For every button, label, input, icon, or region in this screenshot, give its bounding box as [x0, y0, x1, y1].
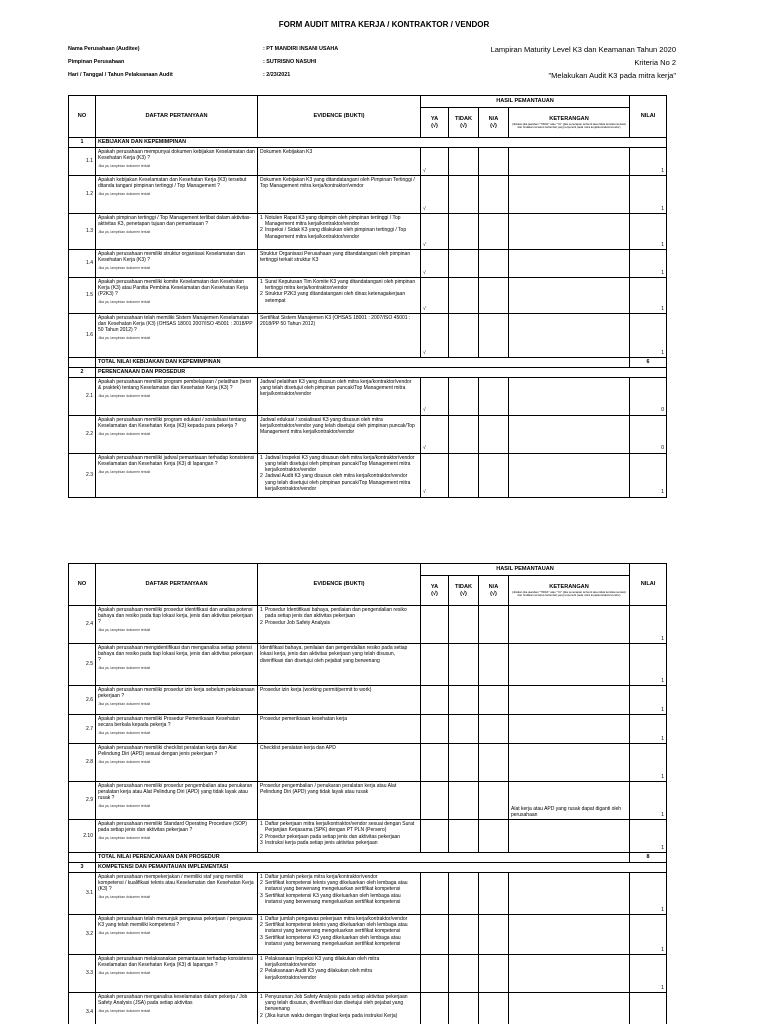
evidence-list [260, 874, 418, 905]
header-hasil-pemantauan: HASIL PEMANTAUAN [421, 564, 630, 576]
question-cell [96, 377, 258, 415]
question-row [69, 872, 667, 914]
keterangan-cell[interactable] [509, 644, 630, 686]
evidence-cell [258, 377, 421, 415]
question-text: Apakah perusahaan memiliki Prosedur Pemeriksaan Kesehatan secara berkala kepada pekerja ? [98, 716, 240, 728]
question-number: 2.10 [69, 820, 96, 853]
evidence-item: 1 Prosedur Identifikasi bahaya, penilaian dan pengendalian resiko pada setiap jenis dan aktivitas pekerjaan [260, 607, 407, 620]
tidak-cell[interactable] [449, 606, 479, 644]
question-number: 3.3 [69, 954, 96, 992]
na-cell[interactable] [479, 715, 509, 744]
evidence-text: Prosedur pengembalian / penukaran peralatan kerja atau Alat Pelindung Diri (APD) yang tidak layak atau rusak [260, 783, 397, 796]
question-text: Apakah perusahaan mempunyai dokumen kebijakan Keselamatan dan Kesehatan Kerja (K3) ? [98, 148, 255, 161]
header-na: N/A (√) [479, 108, 509, 138]
evidence-item: 2 Inspeksi / Sidak K3 yang dilakukan oleh pimpinan tertinggi / Top Management mitra kerja/kontraktor/vendor [260, 227, 407, 240]
na-cell[interactable] [479, 686, 509, 715]
section-row: 2 PERENCANAAN DAN PROSEDUR [69, 367, 667, 377]
maturity-level-title: Lampiran Maturity Level K3 dan Keamanan Tahun 2020 [490, 45, 676, 54]
evidence-cell [258, 213, 421, 249]
tidak-cell[interactable] [449, 914, 479, 954]
question-cell [96, 686, 258, 715]
question-number: 3.2 [69, 914, 96, 954]
tidak-cell[interactable] [449, 954, 479, 992]
na-cell[interactable] [479, 782, 509, 820]
header-daftar-pertanyaan: DAFTAR PERTANYAAN [96, 564, 258, 606]
evidence-item: 3 Instruksi kerja pada setiap jenis aktivitas pekerjaan [260, 839, 378, 846]
evidence-text: Prosedur izin kerja (working permit/permit to work) [260, 687, 372, 693]
ya-cell[interactable] [421, 914, 449, 954]
nilai-cell: 1 [630, 213, 667, 249]
question-cell [96, 644, 258, 686]
question-row [69, 175, 667, 213]
keterangan-cell[interactable] [509, 277, 630, 313]
question-number: 1.5 [69, 277, 96, 313]
question-cell [96, 872, 258, 914]
evidence-cell [258, 249, 421, 277]
na-cell[interactable] [479, 377, 509, 415]
question-number: 1.6 [69, 313, 96, 357]
nilai-cell: 1 [630, 954, 667, 992]
header-keterangan: KETERANGAN (diisikan jika jawaban "TIDAK" atau "YA" (jika penerapan terhenti atau tidak terdokumentasi) dan tindakan tersebut terlambat yang terpenuhi pada mitra kerja/kontraktor/vendor) [509, 108, 630, 138]
question-text: Apakah perusahaan menganalisa keselamatan dalam pekerja / Job Safety Analysis (JSA) pada setiap aktivitas [98, 993, 248, 1006]
keterangan-cell[interactable] [509, 313, 630, 357]
evidence-list [260, 455, 418, 493]
evidence-item: 1 Notulen Rapat K3 yang dipimpin oleh pimpinan tertinggi / Top Management mitra kerja/kontraktor/vendor [260, 214, 401, 227]
nilai-cell: 1 [630, 744, 667, 782]
criteria-description: "Melakukan Audit K3 pada mitra kerja" [548, 71, 676, 80]
evidence-list [260, 821, 418, 846]
evidence-item: 2 Prosedur Job Safety Analysis [260, 619, 331, 626]
criteria-label: Kriteria No 2 [634, 58, 676, 67]
question-text: Apakah perusahaan memiliki prosedur pengembalian atau penukaran peralatan kerja atau Alat Pelindung Diri (APD) yang tidak layak atau rusak ? [98, 783, 253, 801]
nilai-cell: 1 [630, 453, 667, 497]
date-label: Hari / Tanggal / Tahun Pelaksanaan Audit [68, 72, 173, 78]
question-cell [96, 744, 258, 782]
keterangan-cell[interactable] [509, 914, 630, 954]
question-text: Apakah pimpinan tertinggi / Top Management terlibat dalam aktivitas-aktivitas K3, penetapan tujuan dan pemantauan ? [98, 214, 252, 227]
tidak-cell[interactable] [449, 992, 479, 1024]
ya-cell[interactable] [421, 782, 449, 820]
question-cell [96, 820, 258, 853]
na-cell[interactable] [479, 820, 509, 853]
header-tidak: TIDAK (√) [449, 108, 479, 138]
evidence-cell [258, 914, 421, 954]
evidence-text: Identifikasi bahaya, penilaian dan pengendalian resiko pada setiap lokasi kerja, jenis dan aktivitas pekerjaan yang telah disusun, diverifikasi dan disetujui oleh pejabat yang berwenang [260, 645, 408, 664]
question-number: 2.2 [69, 415, 96, 453]
evidence-text: Jadwal pelatihan K3 yang disusun oleh mitra kerja/kontraktor/vendor yang telah disetujui oleh pimpinan puncak/Top Management mitra kerja/kontraktor/vendor [260, 378, 412, 397]
evidence-cell [258, 686, 421, 715]
nilai-cell: 1 [630, 147, 667, 175]
question-cell [96, 313, 258, 357]
keterangan-cell[interactable] [509, 377, 630, 415]
question-cell [96, 175, 258, 213]
nilai-cell: 1 [630, 782, 667, 820]
na-cell[interactable] [479, 992, 509, 1024]
keterangan-cell[interactable] [509, 606, 630, 644]
question-text: Apakah perusahaan mengidentifikasi dan menganalisa setiap potensi bahaya dan resiko pada tiap lokasi kerja, jenis dan aktivitas pekerjaan ? [98, 645, 253, 663]
section-row: 3 KOMPETENSI DAN PEMANTAUAN IMPLEMENTASI [69, 863, 667, 873]
question-row [69, 147, 667, 175]
question-cell [96, 213, 258, 249]
question-note: Jika ya, lampirkan dokumen terkait [98, 702, 151, 706]
question-note: Jika ya, lampirkan dokumen terkait [98, 970, 151, 975]
header-daftar-pertanyaan: DAFTAR PERTANYAAN [96, 96, 258, 138]
nilai-cell: 1 [630, 175, 667, 213]
question-row [69, 686, 667, 715]
tidak-cell[interactable] [449, 377, 479, 415]
evidence-list [260, 607, 418, 626]
evidence-cell [258, 872, 421, 914]
total-row: TOTAL NILAI PERENCANAAN DAN PROSEDUR 8 [69, 853, 667, 863]
evidence-item: 2 Struktur P2K3 yang ditandatangani oleh dinas ketenagakerjaan setempat [260, 291, 406, 304]
evidence-list [260, 994, 418, 1019]
question-note: Jika ya, lampirkan dokumen terkait [98, 628, 151, 632]
question-number: 1.1 [69, 147, 96, 175]
nilai-cell: 1 [630, 277, 667, 313]
ya-cell[interactable]: √ [421, 415, 449, 453]
keterangan-cell[interactable] [509, 744, 630, 782]
evidence-text: Sertifikat Sistem Manajemen K3 (OHSAS 18001 : 2007/ISO 45001 : 2018/PP 50 Tahun 2012) [260, 314, 411, 327]
date-value: : 2/23/2021 [263, 72, 291, 78]
ya-cell[interactable] [421, 686, 449, 715]
question-row [69, 715, 667, 744]
question-number: 1.4 [69, 249, 96, 277]
ya-cell[interactable] [421, 715, 449, 744]
question-note: Jika ya, lampirkan dokumen terkait [98, 191, 151, 196]
question-row [69, 453, 667, 497]
question-row [69, 782, 667, 820]
evidence-cell [258, 782, 421, 820]
tidak-cell[interactable] [449, 453, 479, 497]
question-note: Jika ya, lampirkan dokumen terkait [98, 393, 151, 398]
evidence-item: 1 Daftar pekerjaan mitra kerja/kontraktor/vendor sesuai dengan Surat Perjanjian Kerjasama (SPK) dengan PT PLN (Persero) [260, 821, 415, 834]
question-text: Apakah perusahaan memiliki struktur organisasi Keselamatan dan Kesehatan Kerja (K3) ? [98, 250, 245, 263]
evidence-list [260, 215, 418, 240]
nilai-cell: 1 [630, 686, 667, 715]
evidence-item: 1 Jadwal Inspeksi K3 yang disusun oleh mitra kerja/kontraktor/vendor yang telah disetujui oleh pimpinan puncak/Top Management mitra kerja/kontraktor/vendor [260, 454, 415, 473]
question-row [69, 954, 667, 992]
na-cell[interactable] [479, 213, 509, 249]
question-cell [96, 249, 258, 277]
evidence-cell [258, 644, 421, 686]
evidence-item: 2 Sertifikat kompetensi teknis yang dikeluarkan oleh lembaga atau instansi yang berwenang mengeluarkan sertifikat kompetensi [260, 880, 408, 893]
question-row [69, 277, 667, 313]
evidence-cell [258, 820, 421, 853]
company-label: Nama Perusahaan (Auditee) [68, 46, 140, 52]
evidence-cell [258, 744, 421, 782]
header-tidak: TIDAK (√) [449, 576, 479, 606]
question-number: 2.5 [69, 644, 96, 686]
question-note: Jika ya, lampirkan dokumen terkait [98, 265, 151, 270]
ya-cell[interactable] [421, 644, 449, 686]
ya-cell[interactable]: √ [421, 147, 449, 175]
question-text: Apakah perusahaan memiliki checklist peralatan kerja dan Alat Pelindung Diri (APD) sesuai dengan jenis pekerjaan ? [98, 745, 237, 757]
question-row [69, 820, 667, 853]
ya-cell[interactable]: √ [421, 377, 449, 415]
ya-cell[interactable] [421, 820, 449, 853]
na-cell[interactable] [479, 914, 509, 954]
tidak-cell[interactable] [449, 313, 479, 357]
question-note: Jika ya, lampirkan dokumen terkait [98, 836, 151, 840]
question-cell [96, 415, 258, 453]
evidence-item: 2 Pelaksanaan Audit K3 yang dilakukan oleh mitra kerja/kontraktor/vendor [260, 968, 373, 981]
ya-cell[interactable]: √ [421, 277, 449, 313]
question-number: 2.3 [69, 453, 96, 497]
tidak-cell[interactable] [449, 277, 479, 313]
question-note: Jika ya, lampirkan dokumen terkait [98, 469, 151, 474]
tidak-cell[interactable] [449, 820, 479, 853]
ya-cell[interactable] [421, 872, 449, 914]
question-number: 2.6 [69, 686, 96, 715]
evidence-cell [258, 415, 421, 453]
header-ya: YA (√) [421, 108, 449, 138]
question-text: Apakah perusahaan memiliki jadwal pemantauan terhadap konsistensi Keselamatan dan Kesehatan Kerja (K3) di lapangan ? [98, 454, 255, 467]
header-hasil-pemantauan: HASIL PEMANTAUAN [421, 96, 630, 108]
na-cell[interactable] [479, 954, 509, 992]
evidence-item: 1 Penyusunan Job Safety Analysis pada setiap aktivitas pekerjaan yang telah disusun, diverifikasi dan disetujui oleh pejabat yang berwenang [260, 993, 408, 1013]
na-cell[interactable] [479, 872, 509, 914]
company-value: : PT MANDIRI INSANI USAHA [263, 46, 339, 52]
question-text: Apakah kebijakan Keselamatan dan Kesehatan Kerja (K3) tersebut ditanda tangani pimpinan tertinggi / Top Management ? [98, 176, 247, 189]
tidak-cell[interactable] [449, 744, 479, 782]
question-cell [96, 914, 258, 954]
keterangan-cell[interactable] [509, 175, 630, 213]
question-note: Jika ya, lampirkan dokumen terkait [98, 299, 151, 304]
evidence-item: 2 Jadwal Audit K3 yang disusun oleh mitra kerja/kontraktor/vendor yang telah disetujui oleh pimpinan puncak/Top Management mitra kerja/kontraktor/vendor [260, 473, 411, 492]
ya-cell[interactable]: √ [421, 453, 449, 497]
question-cell [96, 606, 258, 644]
audit-table-page-2 [68, 563, 667, 1024]
keterangan-cell[interactable] [509, 453, 630, 497]
header-nilai: NILAI [630, 564, 667, 606]
tidak-cell[interactable] [449, 415, 479, 453]
question-note: Jika ya, lampirkan dokumen terkait [98, 1008, 151, 1013]
keterangan-cell[interactable] [509, 147, 630, 175]
evidence-item: 3 Sertifikat kompetensi K3 yang dikeluarkan oleh lembaga atau instansi yang berwenang mengeluarkan sertifikat kompetensi [260, 934, 401, 947]
header-no: NO [69, 564, 96, 606]
tidak-cell[interactable] [449, 715, 479, 744]
keterangan-cell[interactable] [509, 715, 630, 744]
question-row [69, 914, 667, 954]
question-note: Jika ya, lampirkan dokumen terkait [98, 666, 151, 670]
nilai-cell [630, 992, 667, 1024]
evidence-text: Prosedur pemeriksaan kesehatan kerja [260, 716, 347, 722]
evidence-cell [258, 606, 421, 644]
question-note: Jika ya, lampirkan dokumen terkait [98, 804, 151, 808]
question-text: Apakah perusahaan telah menunjuk pengawas pekerjaan / pengawas K3 yang telah memiliki kompetensi ? [98, 915, 253, 928]
question-number: 3.4 [69, 992, 96, 1024]
question-row [69, 213, 667, 249]
question-number: 2.4 [69, 606, 96, 644]
question-cell [96, 277, 258, 313]
ya-cell[interactable]: √ [421, 249, 449, 277]
nilai-cell: 1 [630, 606, 667, 644]
evidence-item: 1 Pelaksanaan Inspeksi K3 yang dilakukan oleh mitra kerja/kontraktor/vendor [260, 955, 380, 968]
evidence-text: Struktur Organisasi Perusahaan yang ditandatangani oleh pimpinan tertinggi terkait struktur K3 [260, 250, 411, 263]
header-evidence: EVIDENCE (BUKTI) [258, 564, 421, 606]
question-cell [96, 782, 258, 820]
tidak-cell[interactable] [449, 213, 479, 249]
na-cell[interactable] [479, 175, 509, 213]
header-keterangan: KETERANGAN (diisikan jika jawaban "TIDAK" atau "YA" (jika penerapan terhenti atau tidak terdokumentasi) dan tindakan tersebut terlambat yang terpenuhi pada mitra kerja/kontraktor/vendor) [509, 576, 630, 606]
leader-label: Pimpinan Perusahaan [68, 59, 125, 65]
evidence-item: 2 (Jika kurun waktu dengan tingkat kerja pada instruksi Kerja) [260, 1012, 398, 1019]
question-number: 2.9 [69, 782, 96, 820]
question-row [69, 992, 667, 1024]
keterangan-cell[interactable] [509, 820, 630, 853]
evidence-item: 1 Daftar jumlah pengawas pekerjaan mitra kerja/kontraktor/vendor [260, 915, 408, 922]
question-text: Apakah perusahaan melaksanakan pemantauan terhadap konsistensi Keselamatan dan Kesehatan Kerja (K3) di lapangan ? [98, 955, 253, 968]
section-row: 1 KEBIJAKAN DAN KEPEMIMPINAN [69, 138, 667, 148]
nilai-cell: 1 [630, 914, 667, 954]
header-no: NO [69, 96, 96, 138]
total-row: TOTAL NILAI KEBIJAKAN DAN KEPEMIMPINAN 6 [69, 357, 667, 367]
tidak-cell[interactable] [449, 249, 479, 277]
evidence-cell [258, 147, 421, 175]
nilai-cell: 1 [630, 249, 667, 277]
header-na: N/A (√) [479, 576, 509, 606]
evidence-item: 2 Prosedur pekerjaan pada setiap jenis dan aktivitas pekerjaan [260, 833, 401, 840]
nilai-cell: 1 [630, 313, 667, 357]
evidence-list [260, 956, 418, 981]
question-row [69, 249, 667, 277]
evidence-cell [258, 175, 421, 213]
nilai-cell: 1 [630, 715, 667, 744]
question-text: Apakah perusahaan memiliki program pembelajaran / pelatihan (teori & praktek) tentang Keselamatan dan Kesehatan Kerja (K3) ? [98, 378, 252, 391]
keterangan-cell[interactable]: Alat kerja atau APD yang rusak dapat diganti oleh perusahaan [509, 782, 630, 820]
evidence-text: Checklist peralatan kerja dan APD [260, 745, 336, 751]
question-row [69, 606, 667, 644]
question-note: Jika ya, lampirkan dokumen terkait [98, 731, 151, 735]
evidence-list [260, 916, 418, 947]
tidak-cell[interactable] [449, 872, 479, 914]
question-note: Jika ya, lampirkan dokumen terkait [98, 163, 151, 168]
question-cell [96, 992, 258, 1024]
question-text: Apakah perusahaan memiliki program edukasi / sosialisasi tentang Keselamatan dan Kesehatan Kerja (K3) kepada para pekerja ? [98, 416, 246, 429]
header-ya: YA (√) [421, 576, 449, 606]
question-row [69, 415, 667, 453]
nilai-cell: 1 [630, 820, 667, 853]
na-cell[interactable] [479, 415, 509, 453]
question-text: Apakah perusahaan memiliki prosedur identifikasi dan analisa potensi bahaya dan resiko pada tiap lokasi kerja, jenis dan aktivitas pekerjaan ? [98, 607, 253, 625]
question-note: Jika ya, lampirkan dokumen terkait [98, 431, 151, 436]
question-note: Jika ya, lampirkan dokumen terkait [98, 335, 151, 340]
question-row [69, 644, 667, 686]
nilai-cell: 0 [630, 415, 667, 453]
question-note: Jika ya, lampirkan dokumen terkait [98, 930, 151, 935]
keterangan-cell[interactable] [509, 213, 630, 249]
na-cell[interactable] [479, 744, 509, 782]
question-number: 2.8 [69, 744, 96, 782]
evidence-text: Dokumen Kebijakan K3 yang ditandatangani oleh Pimpinan Tertinggi / Top Management mitra kerja/kontraktor/vendor [260, 176, 415, 189]
tidak-cell[interactable] [449, 782, 479, 820]
evidence-text: Jadwal edukasi / sosialisasi K3 yang disusun oleh mitra kerja/kontraktor/vendor yang telah disetujui oleh pimpinan puncak/Top Management mitra kerja/kontraktor/vendor [260, 416, 415, 435]
question-cell [96, 453, 258, 497]
question-text: Apakah perusahaan mempekerjakan / memiliki staf yang memiliki kompetensi / kualifikasi teknis atau Keselamatan dan Kesehatan Kerja (K3) ? [98, 873, 254, 892]
question-text: Apakah perusahaan memiliki komite Keselamatan dan Kesehatan Kerja (K3) atau Panitia Pembina Keselamatan dan Kesehatan Kerja (P2K3) ? [98, 278, 249, 297]
question-note: Jika ya, lampirkan dokumen terkait [98, 760, 151, 764]
na-cell[interactable] [479, 147, 509, 175]
keterangan-cell[interactable] [509, 686, 630, 715]
question-text: Apakah perusahaan memiliki Standard Operating Procedure (SOP) pada setiap jenis dan aktivitas pekerjaan ? [98, 821, 247, 833]
question-cell [96, 147, 258, 175]
tidak-cell[interactable] [449, 175, 479, 213]
na-cell[interactable] [479, 313, 509, 357]
evidence-cell [258, 954, 421, 992]
form-title: FORM AUDIT MITRA KERJA / KONTRAKTOR / VENDOR [278, 20, 490, 29]
header-evidence: EVIDENCE (BUKTI) [258, 96, 421, 138]
question-note: Jika ya, lampirkan dokumen terkait [98, 894, 151, 899]
leader-value: : SUTRISNO NASUHI [263, 59, 317, 65]
evidence-item: 3 Sertifikat kompetensi K3 yang dikeluarkan oleh lembaga atau instansi yang berwenang mengeluarkan sertifikat kompetensi [260, 892, 401, 905]
tidak-cell[interactable] [449, 686, 479, 715]
audit-table-page-1 [68, 95, 667, 498]
tidak-cell[interactable] [449, 644, 479, 686]
ya-cell[interactable] [421, 606, 449, 644]
question-text: Apakah perusahaan telah memiliki Sistem Manajemen Keselamatan dan Kesehatan Kerja (K3) (OHSAS 18001 2007/ISO 45001 : 2018/PP 50 Tahun 2012) ? [98, 314, 253, 333]
evidence-item: 1 Daftar jumlah pekerja mitra kerja/kontraktor/vendor [260, 873, 378, 880]
nilai-cell: 1 [630, 644, 667, 686]
evidence-cell [258, 992, 421, 1024]
question-text: Apakah perusahaan memiliki prosedur izin kerja sebelum pelaksanaan pekerjaan ? [98, 687, 255, 699]
keterangan-cell[interactable] [509, 872, 630, 914]
evidence-item: 2 Sertifikat kompetensi teknis yang dikeluarkan oleh lembaga atau instansi yang berwenang mengeluarkan sertifikat kompetensi [260, 922, 408, 935]
evidence-cell [258, 277, 421, 313]
evidence-cell [258, 453, 421, 497]
na-cell[interactable] [479, 453, 509, 497]
ya-cell[interactable] [421, 744, 449, 782]
na-cell[interactable] [479, 644, 509, 686]
keterangan-cell[interactable] [509, 415, 630, 453]
evidence-item: 1 Surat Keputusan Tim Komite K3 yang ditandatangani oleh pimpinan tertinggi mitra kerja/kontraktor/vendor [260, 278, 416, 291]
evidence-cell [258, 715, 421, 744]
question-number: 2.1 [69, 377, 96, 415]
ya-cell[interactable] [421, 954, 449, 992]
question-row [69, 377, 667, 415]
question-number: 1.2 [69, 175, 96, 213]
question-cell [96, 715, 258, 744]
evidence-text: Dokumen Kebijakan K3 [260, 148, 313, 155]
question-row [69, 313, 667, 357]
keterangan-cell[interactable] [509, 954, 630, 992]
keterangan-cell[interactable] [509, 249, 630, 277]
ya-cell[interactable]: √ [421, 175, 449, 213]
question-note: Jika ya, lampirkan dokumen terkait [98, 229, 151, 234]
keterangan-cell[interactable] [509, 992, 630, 1024]
ya-cell[interactable]: √ [421, 213, 449, 249]
question-number: 3.1 [69, 872, 96, 914]
question-cell [96, 954, 258, 992]
na-cell[interactable] [479, 277, 509, 313]
nilai-cell: 0 [630, 377, 667, 415]
nilai-cell: 1 [630, 872, 667, 914]
evidence-list [260, 279, 418, 304]
question-row [69, 744, 667, 782]
evidence-cell [258, 313, 421, 357]
question-number: 1.3 [69, 213, 96, 249]
na-cell[interactable] [479, 606, 509, 644]
header-nilai: NILAI [630, 96, 667, 138]
na-cell[interactable] [479, 249, 509, 277]
tidak-cell[interactable] [449, 147, 479, 175]
question-number: 2.7 [69, 715, 96, 744]
ya-cell[interactable] [421, 992, 449, 1024]
ya-cell[interactable]: √ [421, 313, 449, 357]
